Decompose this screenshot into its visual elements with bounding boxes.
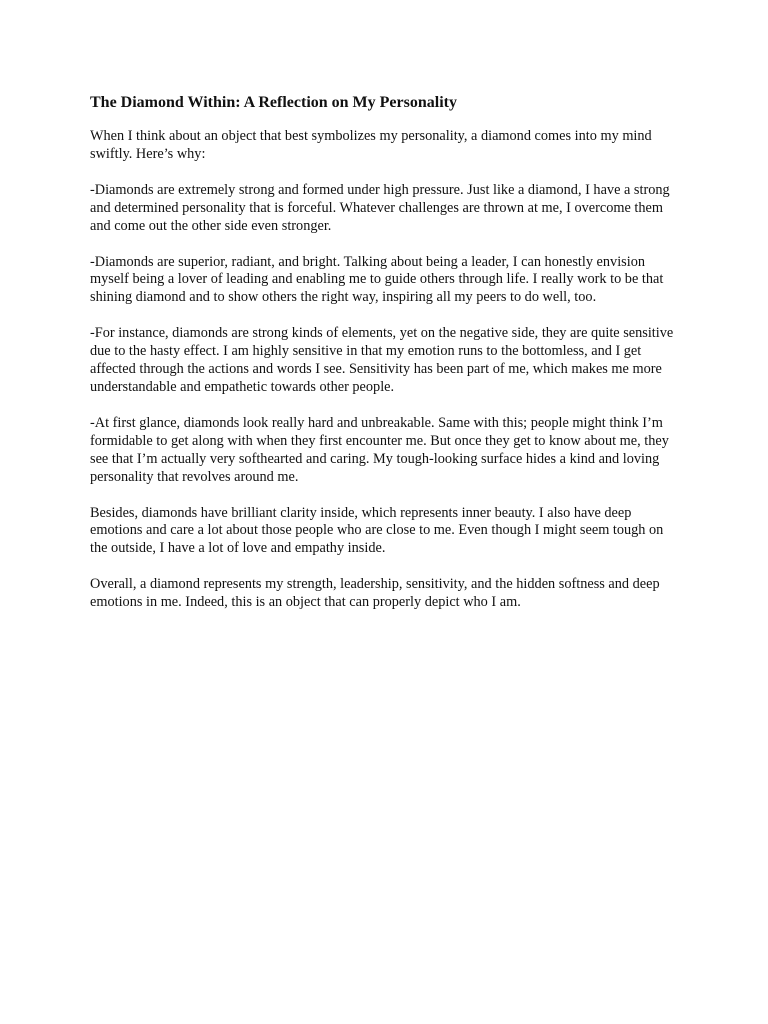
paragraph-leadership: -Diamonds are superior, radiant, and bright. Talking about being a leader, I can honestly envision myself being a lover of leading and enabling me to guide others through life. I really work to be that shining diamond and to show others the right way, inspiring all my peers to do well, too. bbox=[90, 253, 664, 306]
document-title: The Diamond Within: A Reflection on My Personality bbox=[90, 94, 457, 111]
paragraph-conclusion: Overall, a diamond represents my strength, leadership, sensitivity, and the hidden softness and deep emotions in me. Indeed, this is an object that can properly depict who I am. bbox=[90, 576, 660, 611]
paragraph-clarity: Besides, diamonds have brilliant clarity inside, which represents inner beauty. I also have deep emotions and care a lot about those people who are close to me. Even though I might seem tough on the outside, I have a lot of love and empathy inside. bbox=[90, 504, 664, 557]
paragraph-strength: -Diamonds are extremely strong and formed under high pressure. Just like a diamond, I have a strong and determined personality that is forceful. Whatever challenges are thrown at me, I overcome them and come out the other side even stronger. bbox=[90, 181, 670, 234]
paragraph-softness: -At first glance, diamonds look really hard and unbreakable. Same with this; people might think I’m formidable to get along with when they first encounter me. But once they get to know about me, they see that I’m actually very softhearted and caring. My tough-looking surface hides a kind and loving personality that revolves around me. bbox=[90, 414, 669, 485]
document-body bbox=[90, 92, 682, 630]
paragraph-intro: When I think about an object that best symbolizes my personality, a diamond comes into my mind swiftly. Here’s why: bbox=[90, 128, 652, 162]
paragraph-sensitivity: -For instance, diamonds are strong kinds of elements, yet on the negative side, they are quite sensitive due to the hasty effect. I am highly sensitive in that my emotion runs to the bottomless, and I get affected through the actions and words I see. Sensitivity has been part of me, which makes me more understandable and empathetic towards other people. bbox=[90, 325, 674, 395]
